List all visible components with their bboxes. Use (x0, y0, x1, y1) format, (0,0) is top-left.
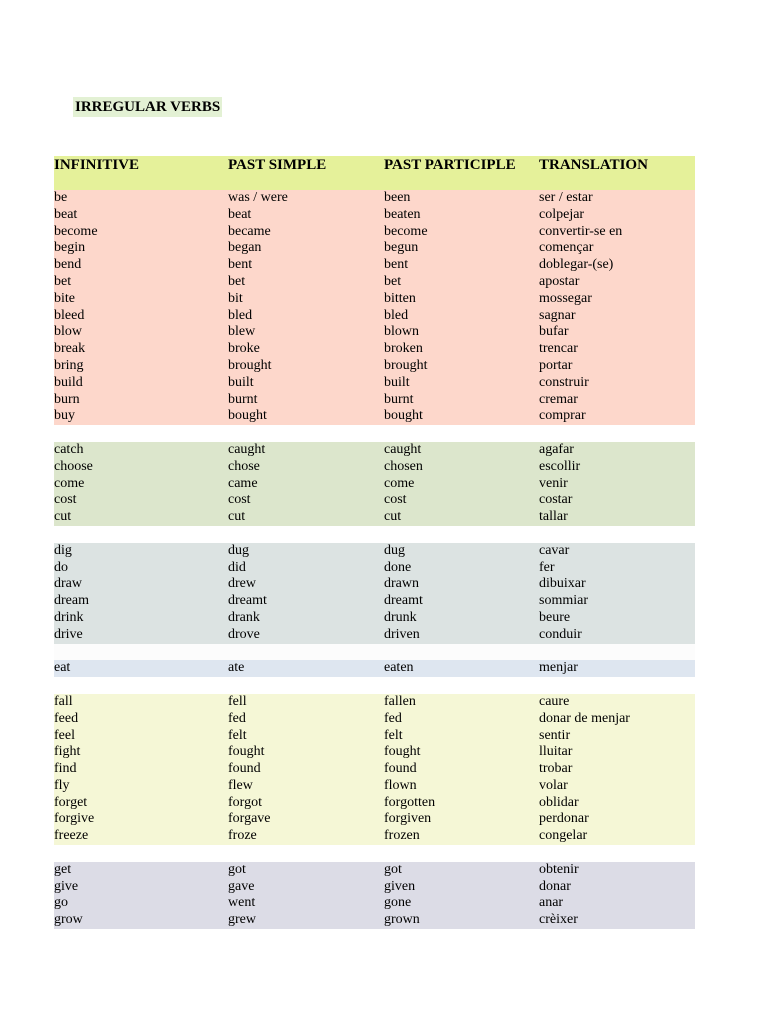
table-row (54, 694, 695, 711)
header-infinitive: INFINITIVE (54, 157, 140, 173)
table-row (54, 190, 695, 207)
cell-translation: menjar (539, 660, 578, 676)
cell-translation: trencar (539, 341, 578, 357)
cell-translation: tallar (539, 509, 568, 525)
table-row (54, 576, 695, 593)
cell-translation: mossegar (539, 290, 592, 306)
cell-past-participle: begun (384, 240, 419, 256)
cell-past-simple: caught (228, 441, 266, 457)
cell-translation: convertir-se en (539, 223, 623, 239)
cell-past-participle: blown (384, 324, 419, 340)
cell-translation: dibuixar (539, 576, 586, 592)
cell-translation: doblegar-(se) (539, 257, 614, 273)
cell-translation: colpejar (539, 206, 585, 222)
table-row (54, 761, 695, 778)
cell-past-participle: given (384, 878, 416, 894)
cell-infinitive: eat (54, 660, 71, 676)
table-row (54, 375, 695, 392)
cell-infinitive: freeze (54, 828, 89, 844)
cell-infinitive: fight (54, 744, 81, 760)
table-row (54, 895, 695, 912)
cell-translation: comprar (539, 408, 586, 424)
cell-infinitive: catch (54, 441, 84, 457)
table-row (54, 543, 695, 560)
cell-past-participle: drunk (384, 609, 417, 625)
cell-past-simple: fell (228, 693, 247, 709)
cell-translation: sommiar (539, 593, 588, 609)
cell-past-simple: drew (228, 576, 256, 592)
cell-past-participle: found (384, 761, 417, 777)
table-row (54, 492, 695, 509)
cell-translation: ser / estar (539, 190, 593, 205)
table-row (54, 442, 695, 459)
table-row (54, 240, 695, 257)
cell-past-simple: grew (228, 912, 256, 928)
cell-past-simple: broke (228, 341, 260, 357)
cell-past-participle: bought (384, 408, 423, 424)
cell-past-simple: burnt (228, 391, 258, 407)
cell-past-participle: flown (384, 777, 417, 793)
cell-past-participle: forgotten (384, 794, 436, 810)
cell-infinitive: be (54, 190, 68, 205)
cell-past-participle: bled (384, 307, 409, 323)
verb-group-f (54, 694, 695, 845)
cell-translation: lluitar (539, 744, 573, 760)
cell-past-simple: found (228, 761, 261, 777)
table-row (54, 324, 695, 341)
cell-translation: agafar (539, 441, 574, 457)
cell-past-simple: did (228, 559, 246, 575)
cell-translation: congelar (539, 828, 588, 844)
cell-infinitive: give (54, 878, 79, 894)
cell-past-simple: began (228, 240, 262, 256)
table-row (54, 341, 695, 358)
cell-infinitive: dream (54, 593, 89, 609)
cell-past-participle: fought (384, 744, 421, 760)
cell-infinitive: cost (54, 492, 77, 508)
cell-translation: escollir (539, 458, 581, 474)
cell-past-participle: cost (384, 492, 407, 508)
cell-past-simple: forgot (228, 794, 262, 810)
verb-group-d (54, 543, 695, 644)
table-header-row (54, 156, 695, 190)
cell-past-participle: fallen (384, 693, 416, 709)
cell-translation: trobar (539, 761, 573, 777)
table-row (54, 509, 695, 526)
cell-infinitive: bend (54, 257, 82, 273)
table-row (54, 274, 695, 291)
cell-infinitive: become (54, 223, 98, 239)
table-row (54, 560, 695, 577)
cell-infinitive: build (54, 374, 83, 390)
cell-translation: portar (539, 357, 573, 373)
cell-past-participle: grown (384, 912, 420, 928)
cell-translation: començar (539, 240, 594, 256)
cell-past-simple: was / were (228, 190, 288, 205)
table-row (54, 408, 695, 425)
cell-infinitive: draw (54, 576, 82, 592)
cell-past-participle: bet (384, 273, 402, 289)
cell-infinitive: blow (54, 324, 82, 340)
cell-past-participle: cut (384, 509, 402, 525)
cell-past-participle: broken (384, 341, 423, 357)
table-row (54, 711, 695, 728)
cell-past-simple: bought (228, 408, 267, 424)
cell-past-simple: gave (228, 878, 255, 894)
cell-past-participle: gone (384, 895, 412, 911)
verb-group-e (54, 660, 695, 677)
cell-past-participle: felt (384, 727, 403, 743)
cell-infinitive: forget (54, 794, 88, 810)
cell-past-simple: bled (228, 307, 253, 323)
cell-translation: fer (539, 559, 555, 575)
cell-past-participle: built (384, 374, 410, 390)
cell-past-simple: cut (228, 509, 246, 525)
cell-infinitive: feel (54, 727, 75, 743)
table-row (54, 257, 695, 274)
cell-past-simple: beat (228, 206, 252, 222)
header-past-participle: PAST PARTICIPLE (384, 157, 516, 173)
cell-translation: bufar (539, 324, 569, 340)
cell-past-participle: bitten (384, 290, 416, 306)
cell-translation: oblidar (539, 794, 579, 810)
cell-past-participle: become (384, 223, 428, 239)
cell-past-simple: flew (228, 777, 253, 793)
cell-past-simple: became (228, 223, 271, 239)
table-row (54, 291, 695, 308)
table-row (54, 795, 695, 812)
cell-translation: donar de menjar (539, 710, 630, 726)
cell-infinitive: cut (54, 509, 72, 525)
table-row (54, 879, 695, 896)
cell-past-participle: dug (384, 542, 405, 558)
cell-infinitive: bleed (54, 307, 85, 323)
cell-translation: anar (539, 895, 564, 911)
cell-infinitive: feed (54, 710, 79, 726)
cell-past-participle: eaten (384, 660, 414, 676)
table-row (54, 912, 695, 929)
cell-translation: venir (539, 475, 568, 491)
cell-past-participle: brought (384, 357, 428, 373)
cell-infinitive: forgive (54, 811, 95, 827)
cell-past-simple: forgave (228, 811, 271, 827)
cell-translation: volar (539, 777, 568, 793)
table-row (54, 744, 695, 761)
table-row (54, 627, 695, 644)
cell-infinitive: choose (54, 458, 93, 474)
cell-past-participle: beaten (384, 206, 421, 222)
cell-translation: cremar (539, 391, 578, 407)
group-spacer (54, 845, 695, 862)
cell-translation: donar (539, 878, 571, 894)
table-row (54, 610, 695, 627)
cell-infinitive: drink (54, 609, 84, 625)
cell-infinitive: come (54, 475, 85, 491)
cell-past-participle: forgiven (384, 811, 432, 827)
cell-past-simple: dreamt (228, 593, 267, 609)
cell-past-simple: drove (228, 626, 260, 642)
group-spacer (54, 425, 695, 442)
cell-past-simple: blew (228, 324, 256, 340)
cell-past-simple: built (228, 374, 254, 390)
cell-translation: sagnar (539, 307, 576, 323)
cell-infinitive: buy (54, 408, 75, 424)
cell-translation: apostar (539, 273, 580, 289)
cell-past-simple: fed (228, 710, 246, 726)
table-row (54, 593, 695, 610)
cell-past-participle: frozen (384, 828, 420, 844)
cell-past-simple: dug (228, 542, 249, 558)
cell-past-simple: fought (228, 744, 265, 760)
verb-group-b (54, 190, 695, 425)
group-spacer (54, 526, 695, 543)
cell-translation: costar (539, 492, 573, 508)
cell-past-simple: chose (228, 458, 260, 474)
cell-infinitive: find (54, 761, 77, 777)
cell-infinitive: bet (54, 273, 72, 289)
cell-translation: obtenir (539, 861, 579, 877)
table-row (54, 476, 695, 493)
cell-past-participle: got (384, 861, 402, 877)
cell-past-participle: been (384, 190, 411, 205)
cell-past-simple: went (228, 895, 256, 911)
cell-past-simple: bet (228, 273, 246, 289)
page-title: IRREGULAR VERBS (75, 99, 221, 115)
cell-translation: crèixer (539, 912, 578, 928)
cell-past-participle: come (384, 475, 415, 491)
cell-translation: perdonar (539, 811, 589, 827)
table-row (54, 778, 695, 795)
cell-infinitive: grow (54, 912, 83, 928)
group-spacer (54, 677, 695, 694)
table-row (54, 862, 695, 879)
cell-infinitive: beat (54, 206, 78, 222)
table-row (54, 392, 695, 409)
cell-past-participle: driven (384, 626, 420, 642)
table-row (54, 358, 695, 375)
cell-past-participle: bent (384, 257, 409, 273)
cell-past-simple: came (228, 475, 258, 491)
cell-past-simple: bent (228, 257, 253, 273)
cell-infinitive: get (54, 861, 72, 877)
header-translation: TRANSLATION (539, 157, 648, 173)
table-row (54, 207, 695, 224)
group-spacer (54, 644, 695, 661)
cell-past-simple: cost (228, 492, 251, 508)
cell-past-participle: fed (384, 710, 402, 726)
verb-group-g (54, 862, 695, 929)
table-row (54, 224, 695, 241)
cell-infinitive: fall (54, 693, 73, 709)
cell-infinitive: fly (54, 777, 70, 793)
cell-past-participle: drawn (384, 576, 419, 592)
table-row (54, 728, 695, 745)
cell-past-participle: burnt (384, 391, 414, 407)
cell-translation: sentir (539, 727, 571, 743)
cell-past-participle: chosen (384, 458, 423, 474)
cell-infinitive: dig (54, 542, 72, 558)
cell-translation: conduir (539, 626, 582, 642)
cell-translation: cavar (539, 542, 570, 558)
cell-translation: caure (539, 693, 570, 709)
cell-infinitive: burn (54, 391, 80, 407)
cell-past-simple: felt (228, 727, 247, 743)
cell-infinitive: bite (54, 290, 75, 306)
table-row (54, 308, 695, 325)
cell-past-simple: bit (228, 290, 243, 306)
table-body (54, 190, 695, 929)
cell-past-simple: got (228, 861, 246, 877)
cell-infinitive: begin (54, 240, 86, 256)
cell-past-participle: dreamt (384, 593, 423, 609)
cell-past-simple: froze (228, 828, 257, 844)
cell-infinitive: drive (54, 626, 83, 642)
table-row (54, 660, 695, 677)
cell-infinitive: bring (54, 357, 84, 373)
cell-past-simple: brought (228, 357, 272, 373)
table-row (54, 828, 695, 845)
cell-infinitive: do (54, 559, 68, 575)
cell-past-participle: caught (384, 441, 422, 457)
cell-translation: construir (539, 374, 589, 390)
verb-group-c (54, 442, 695, 526)
table-row (54, 811, 695, 828)
irregular-verbs-table (54, 156, 695, 929)
cell-infinitive: go (54, 895, 68, 911)
table-row (54, 459, 695, 476)
cell-past-participle: done (384, 559, 412, 575)
cell-past-simple: ate (228, 660, 245, 676)
cell-translation: beure (539, 609, 571, 625)
header-past-simple: PAST SIMPLE (228, 157, 327, 173)
cell-infinitive: break (54, 341, 86, 357)
cell-past-simple: drank (228, 609, 260, 625)
